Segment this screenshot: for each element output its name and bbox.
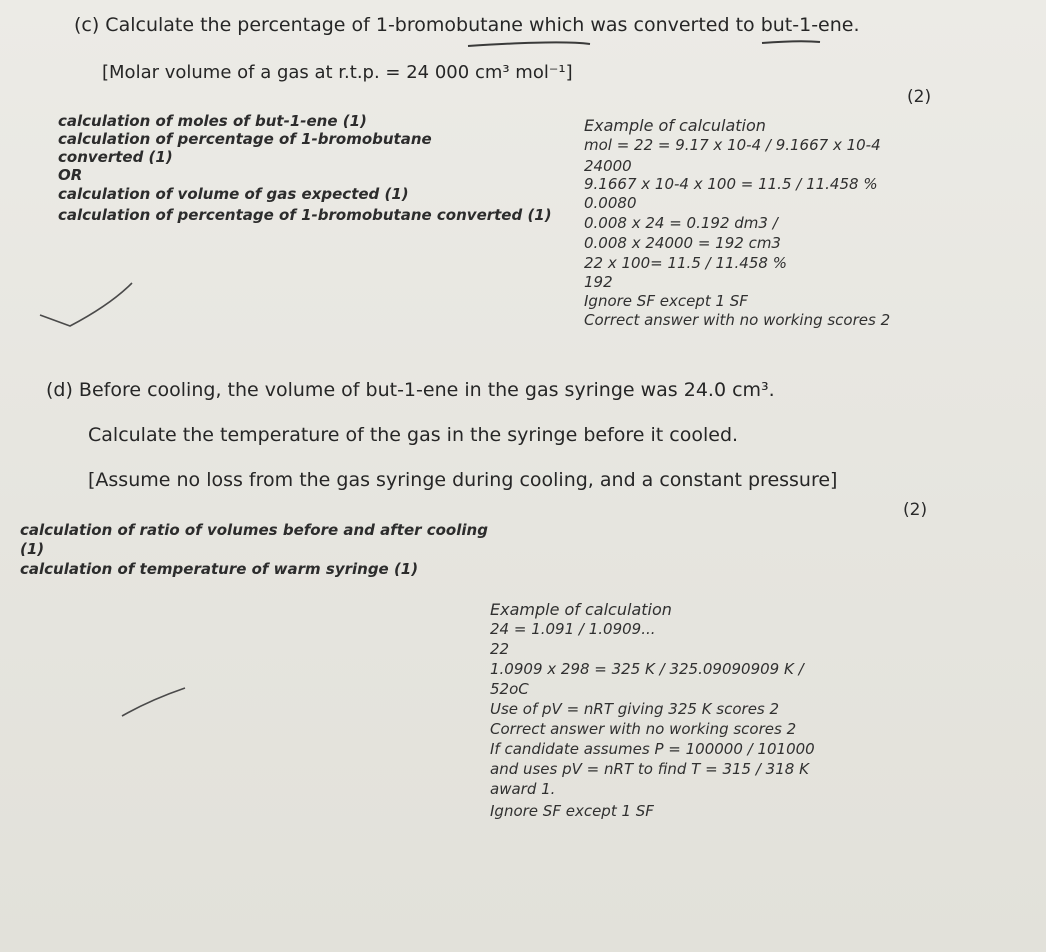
molar-volume-note: [Molar volume of a gas at r.t.p. = 24 000 cm³ mol⁻¹]	[102, 62, 573, 83]
instruction-d: Calculate the temperature of the gas in the syringe before it cooled.	[88, 424, 739, 446]
example-d-line: 24 = 1.091 / 1.0909...	[490, 620, 656, 638]
marks-c: (2)	[907, 87, 932, 107]
example-d-line: Correct answer with no working scores 2	[490, 720, 797, 738]
criterion-c-2: calculation of percentage of 1-bromobutane	[58, 130, 432, 148]
example-d-line: 1.0909 x 298 = 325 K / 325.09090909 K /	[490, 660, 804, 678]
example-c-line: 0.008 x 24000 = 192 cm3	[584, 234, 781, 252]
criterion-c-4: calculation of volume of gas expected (1)	[58, 185, 409, 203]
criterion-d-1: calculation of ratio of volumes before and after cooling	[20, 521, 488, 539]
tick-mark	[122, 688, 185, 716]
example-c-line: Correct answer with no working scores 2	[584, 311, 891, 329]
criterion-d-2: (1)	[20, 540, 45, 558]
example-d-line: Use of pV = nRT giving 325 K scores 2	[490, 700, 780, 718]
criterion-c-5: calculation of percentage of 1-bromobutane converted (1)	[58, 206, 552, 224]
example-c-line: Ignore SF except 1 SF	[584, 292, 748, 310]
assumption-d: [Assume no loss from the gas syringe during cooling, and a constant pressure]	[88, 469, 838, 491]
underline-stroke	[468, 42, 590, 46]
example-d-line: 22	[490, 640, 510, 658]
criterion-d-3: calculation of temperature of warm syringe (1)	[20, 560, 419, 578]
example-d-line: and uses pV = nRT to find T = 315 / 318 K	[490, 760, 809, 778]
question-d: (d) Before cooling, the volume of but-1-ene in the gas syringe was 24.0 cm³.	[46, 379, 775, 401]
marks-d: (2)	[903, 500, 928, 520]
underline-stroke	[762, 41, 820, 43]
question-c: (c) Calculate the percentage of 1-bromobutane which was converted to but-1-ene.	[74, 14, 860, 36]
example-c-line: 9.1667 x 10-4 x 100 = 11.5 / 11.458 %	[584, 175, 878, 193]
example-d-line: 52oC	[490, 680, 529, 698]
example-d-line: If candidate assumes P = 100000 / 101000	[490, 740, 815, 758]
example-c-line: 192	[584, 273, 613, 291]
example-d-line: Ignore SF except 1 SF	[490, 802, 654, 820]
criterion-c-3: converted (1)	[58, 148, 173, 166]
example-c-line: mol = 22 = 9.17 x 10-4 / 9.1667 x 10-4	[584, 136, 881, 154]
criterion-c-or: OR	[58, 166, 83, 184]
example-c-line: 24000	[584, 157, 632, 175]
example-c-line: 22 x 100= 11.5 / 11.458 %	[584, 254, 787, 272]
tick-mark	[40, 283, 132, 326]
example-c-line: 0.008 x 24 = 0.192 dm3 /	[584, 214, 778, 232]
example-c-heading: Example of calculation	[584, 116, 766, 135]
example-d-heading: Example of calculation	[490, 600, 672, 619]
example-d-line: award 1.	[490, 780, 556, 798]
example-c-line: 0.0080	[584, 194, 637, 212]
criterion-c-1: calculation of moles of but-1-ene (1)	[58, 112, 367, 130]
